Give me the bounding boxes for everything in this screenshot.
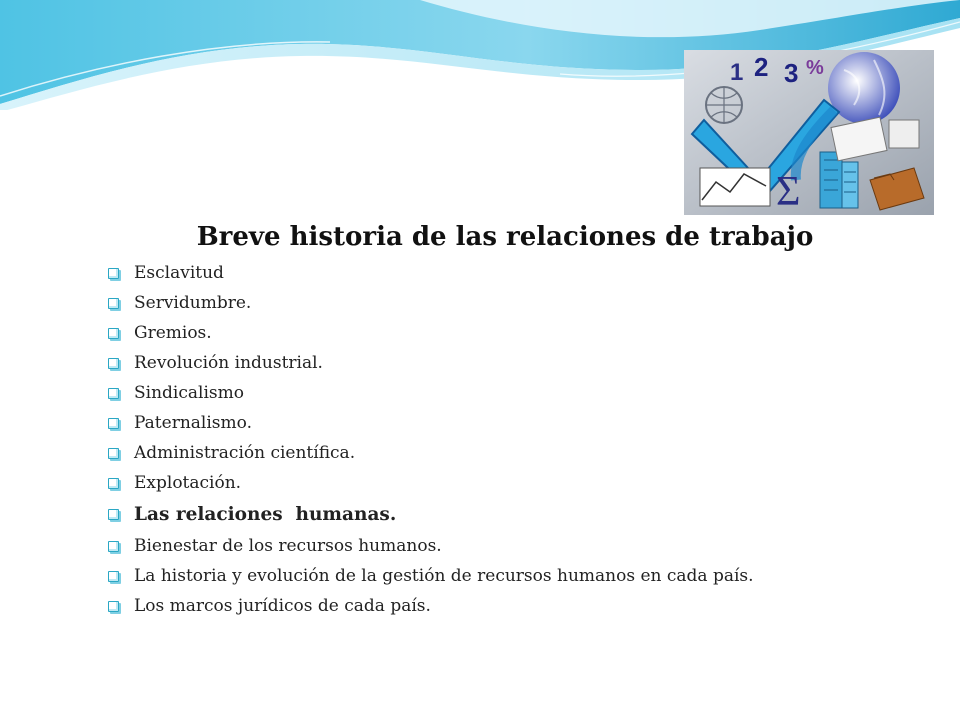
- list-item: [108, 468, 888, 498]
- list-item-text: Paternalismo.: [134, 413, 252, 433]
- bullet-list: [108, 258, 888, 621]
- checkbox-bullet-icon: [108, 418, 119, 429]
- list-item: [108, 288, 888, 318]
- checkbox-bullet-icon: [108, 328, 119, 339]
- percent-symbol: %: [806, 57, 824, 79]
- checkbox-bullet-icon: [108, 541, 119, 552]
- list-item: [108, 438, 888, 468]
- digit-3: 3: [784, 58, 799, 88]
- list-item-text: La historia y evolución de la gestión de recursos humanos en cada país.: [134, 566, 754, 586]
- checkbox-bullet-icon: [108, 478, 119, 489]
- list-item: [108, 591, 888, 621]
- checkbox-bullet-icon: [108, 509, 119, 520]
- list-item-text: Esclavitud: [134, 263, 224, 283]
- list-item-text: Revolución industrial.: [134, 353, 323, 373]
- list-item-text: Sindicalismo: [134, 383, 244, 403]
- sigma-symbol: Σ: [776, 169, 801, 215]
- list-item-text: Administración científica.: [134, 443, 356, 463]
- list-item-text: Servidumbre.: [134, 293, 252, 313]
- checkbox-bullet-icon: [108, 601, 119, 612]
- line-chart-icon: [700, 168, 770, 206]
- checkbox-bullet-icon: [108, 298, 119, 309]
- list-item-text: Las relaciones humanas.: [134, 504, 397, 525]
- list-item: [108, 318, 888, 348]
- list-item: [108, 348, 888, 378]
- checkbox-bullet-icon: [108, 571, 119, 582]
- list-item-text: Gremios.: [134, 323, 212, 343]
- list-item: [108, 561, 888, 591]
- list-item-text: Bienestar de los recursos humanos.: [134, 536, 442, 556]
- checkbox-bullet-icon: [108, 358, 119, 369]
- checkbox-bullet-icon: [108, 388, 119, 399]
- list-item-text: Los marcos jurídicos de cada país.: [134, 596, 431, 616]
- checkbox-bullet-icon: [108, 268, 119, 279]
- slide-title: Breve historia de las relaciones de trabajo: [196, 222, 814, 252]
- list-item: [108, 531, 888, 561]
- finance-clipart: [684, 50, 934, 215]
- list-item-text: Explotación.: [134, 473, 242, 493]
- list-item: [108, 258, 888, 288]
- checkbox-bullet-icon: [108, 448, 119, 459]
- dollar-ring-icon: [706, 87, 742, 123]
- list-item: [108, 408, 888, 438]
- list-item-emphasized: [108, 498, 888, 531]
- list-item: [108, 378, 888, 408]
- digit-1: 1: [730, 59, 744, 86]
- digit-2: 2: [754, 52, 769, 82]
